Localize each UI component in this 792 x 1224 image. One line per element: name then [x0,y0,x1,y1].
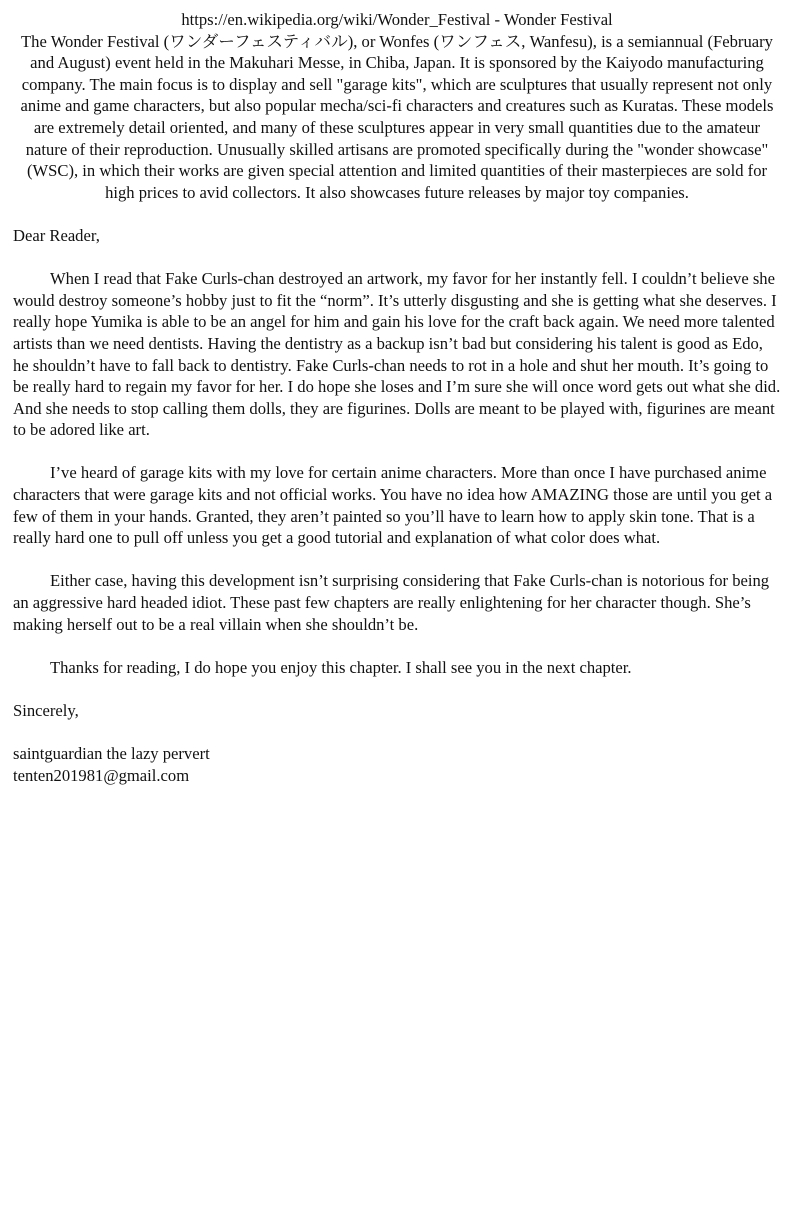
closing: Sincerely, [13,701,79,720]
source-description: The Wonder Festival (ワンダーフェスティバル), or Wonfes (ワンフェス, Wanfesu), is a semiannual (February and August) event held in the Makuhari Messe, in Chiba, Japan. It is sponsored by the Kaiyodo manufacturing company. The main focus is to display and sell "garage kits", which are sculptures that usually represent not only anime and game characters, but also popular mecha/sci-fi characters and creatures such as Kuratas. These models are extremely detail oriented, and many of these sculptures appear in very small quantities due to the amateur nature of their reproduction. Unusually skilled artisans are promoted specifically during the "wonder showcase" (WSC), in which their works are given special attention and limited quantities of their masterpieces are sold for high prices to avid collectors. It also showcases future releases by major toy companies. [20,31,774,202]
signature-name: saintguardian the lazy pervert [13,744,210,764]
letter-paragraph: I’ve heard of garage kits with my love for certain anime characters. More than once I have purchased anime characters that were garage kits and not official works. You have no idea how AMAZING those are until you get a few of them in your hands. Granted, they aren’t painted so you’ll have to learn how to apply skin tone. That is a really hard one to pull off unless you get a good tutorial and explanation of what color does what. [13,463,773,548]
header-separator: - [490,10,504,29]
source-header [13,9,781,31]
letter-paragraph: When I read that Fake Curls-chan destroyed an artwork, my favor for her instantly fell. I couldn’t believe she would destroy someone’s hobby just to fit the “norm”. It’s utterly disgusting and she is getting what she deserves. I really hope Yumika is able to be an angel for him and gain his love for the craft back again. We need more talented artists than we need dentists. Having the dentistry as a backup isn’t bad but considering his talent is good as Edo, he shouldn’t have to fall back to dentistry. Fake Curls-chan needs to rot in a hole and shut her mouth. It’s going to be really hard to regain my favor for her. I do hope she loses and I’m sure she will once word gets out what she did. And she needs to stop calling them dolls, they are figurines. Dolls are meant to be played with, figurines are meant to be adored like art. [13,269,781,440]
signature-email: tenten201981@gmail.com [13,765,190,785]
document-page [13,9,781,786]
spacer [13,441,781,463]
greeting: Dear Reader, [13,225,100,245]
spacer [13,549,781,571]
spacer [13,722,781,744]
spacer [13,203,781,225]
letter-paragraph: Either case, having this development isn’t surprising considering that Fake Curls-chan is notorious for being an aggressive hard headed idiot. These past few chapters are really enlightening for her character though. She’s making herself out to be a real villain when she shouldn’t be. [13,571,770,634]
spacer [13,678,781,700]
letter-paragraph: Thanks for reading, I do hope you enjoy this chapter. I shall see you in the next chapter. [50,657,632,677]
spacer [13,635,781,657]
source-title: Wonder Festival [503,10,613,29]
spacer [13,247,781,269]
source-url-link[interactable]: https://en.wikipedia.org/wiki/Wonder_Festival [181,10,491,29]
